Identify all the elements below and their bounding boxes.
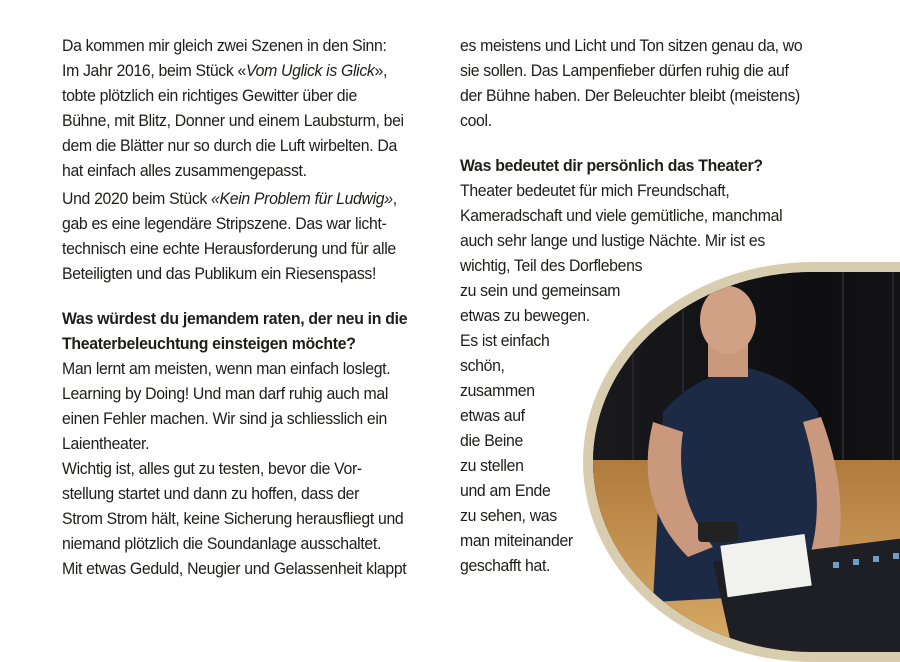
text-line: wichtig, Teil des Dorflebens [460,256,643,275]
text-line: hat einfach alles zusammengepasst. [62,161,307,180]
question-heading-advice [62,306,447,356]
text-line: Im Jahr 2016, beim Stück «Vom Uglick is Glick», [62,61,388,80]
text-line: Und 2020 beim Stück «Kein Problem für Ludwig», [62,189,397,208]
right-column [460,33,900,578]
text-line: es meistens und Licht und Ton sitzen genau da, wo [460,36,803,55]
text-line: zu sehen, was [460,506,557,525]
text-line: geschafft hat. [460,556,551,575]
text-line: die Beine [460,431,524,450]
text-line: zu stellen [460,456,524,475]
text-line: der Bühne haben. Der Beleuchter bleibt (meistens) [460,86,800,105]
text-line: Beteiligten und das Publikum ein Riesenspass! [62,264,377,283]
text-line: sie sollen. Das Lampenfieber dürfen ruhig die auf [460,61,789,80]
text-line: Man lernt am meisten, wenn man einfach loslegt. [62,359,391,378]
text-line: man miteinander [460,531,573,550]
text-line: zu sein und gemeinsam [460,281,621,300]
text-line: Learning by Doing! Und man darf ruhig auch mal [62,384,389,403]
text-line: Theater bedeutet für mich Freundschaft, [460,181,730,200]
left-column [62,33,447,581]
text-line: Wichtig ist, alles gut zu testen, bevor die Vor- [62,459,362,478]
answer-paragraph-scenes [62,33,447,183]
text-line: und am Ende [460,481,551,500]
text-line: Mit etwas Geduld, Neugier und Gelassenheit klappt [62,559,407,578]
play-title: Vom Uglick is Glick [245,61,375,80]
text-line: schön, [460,356,505,375]
text-line: Bühne, mit Blitz, Donner und einem Laubsturm, bei [62,111,404,130]
heading-line: Theaterbeleuchtung einsteigen möchte? [62,334,356,353]
text-line: etwas auf [460,406,525,425]
text-line: Da kommen mir gleich zwei Szenen in den Sinn: [62,36,387,55]
text-line: technisch eine echte Herausforderung und für alle [62,239,396,258]
answer-paragraph-advice [62,356,447,456]
answer-paragraph-theater [460,178,900,578]
question-heading-theater: Was bedeutet dir persönlich das Theater? [460,156,763,175]
text-line: cool. [460,111,492,130]
heading-line: Was würdest du jemandem raten, der neu in die [62,309,408,328]
text-line: auch sehr lange und lustige Nächte. Mir ist es [460,231,765,250]
text-line: Strom Strom hält, keine Sicherung herausfliegt und [62,509,404,528]
text-line: etwas zu bewegen. [460,306,590,325]
text-line: niemand plötzlich die Soundanlage ausschaltet. [62,534,382,553]
text-line: dem die Blätter nur so durch die Luft wirbelten. Da [62,136,397,155]
text-line: Kameradschaft und viele gemütliche, manchmal [460,206,783,225]
text-line: zusammen [460,381,535,400]
text-line: gab es eine legendäre Stripszene. Das war licht- [62,214,387,233]
text-line: einen Fehler machen. Wir sind ja schliesslich ein [62,409,388,428]
answer-paragraph-continued [460,33,900,133]
text-line: stellung startet und dann zu hoffen, dass der [62,484,360,503]
play-title: «Kein Problem für Ludwig» [211,189,393,208]
text-line: Es ist einfach [460,331,550,350]
answer-paragraph-testing [62,456,447,581]
answer-paragraph-ludwig [62,186,447,286]
text-line: tobte plötzlich ein richtiges Gewitter über die [62,86,357,105]
text-line: Laientheater. [62,434,150,453]
